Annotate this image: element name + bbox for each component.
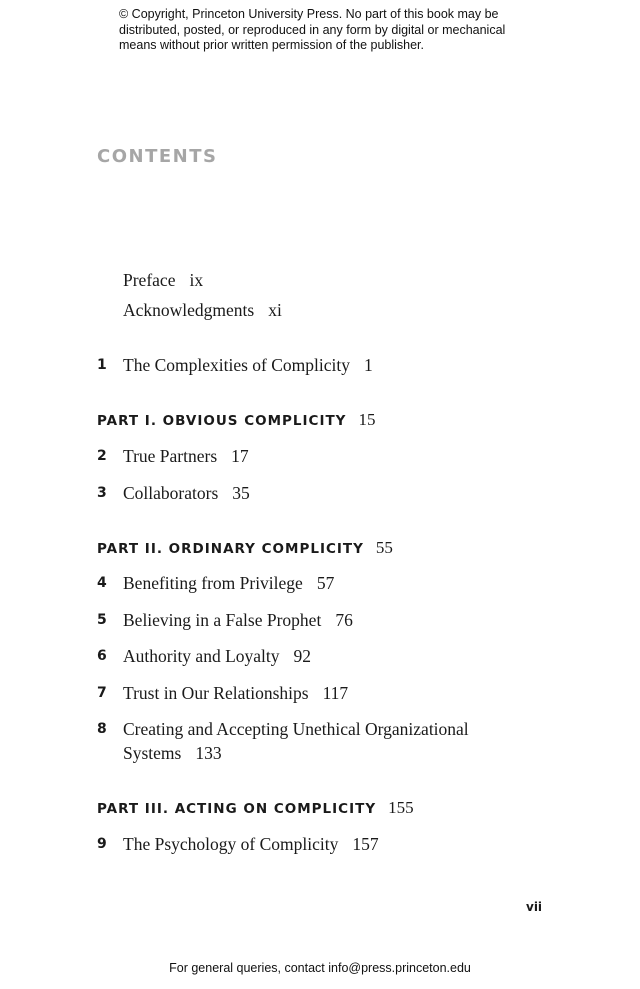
part-page: 15 — [358, 410, 376, 429]
part-title: PART III. ACTING ON COMPLICITY — [97, 801, 377, 817]
part-title: PART I. OBVIOUS COMPLICITY — [97, 413, 347, 429]
chapter-number: 1 — [97, 357, 107, 373]
page-number: vii — [526, 900, 543, 914]
chapter-number: 7 — [97, 685, 107, 701]
chapter-number: 5 — [97, 612, 107, 628]
toc-entry-page: ix — [189, 270, 204, 290]
toc-entry-page: 157 — [352, 834, 379, 854]
chapter-number: 8 — [97, 721, 107, 737]
copyright-notice: © Copyright, Princeton University Press. No part of this book may be distributed, posted, or reproduced in any form by digital or mechanical means without prior written permission of the publisher. — [119, 7, 506, 52]
toc-entry-page: 133 — [195, 743, 222, 763]
toc-entry-page: 76 — [335, 610, 353, 630]
chapter-number: 2 — [97, 448, 107, 464]
toc-entry-page: xi — [268, 300, 282, 320]
toc-entry-title-line-1: Creating and Accepting Unethical Organizational — [123, 719, 469, 739]
toc-entry-title: Collaborators — [123, 483, 219, 503]
part-title: PART II. ORDINARY COMPLICITY — [97, 541, 364, 557]
toc-entry-title: Authority and Loyalty — [123, 646, 280, 666]
toc-entry-page: 57 — [316, 573, 335, 593]
toc-entry-page: 117 — [322, 683, 349, 703]
toc-entry-title: The Complexities of Complicity — [123, 355, 350, 375]
footer-contact: For general queries, contact info@press.princeton.edu — [169, 961, 471, 975]
toc-entry-title: Acknowledgments — [123, 300, 255, 320]
chapter-number: 6 — [97, 648, 107, 664]
contents-heading: CONTENTS — [97, 146, 218, 167]
chapter-number: 9 — [97, 836, 107, 852]
chapter-number: 4 — [97, 575, 107, 591]
toc-entry-page: 35 — [232, 483, 250, 503]
toc-part-3[interactable] — [97, 796, 414, 821]
part-page: 155 — [388, 798, 414, 817]
toc-part-2[interactable] — [97, 536, 393, 561]
chapter-number: 3 — [97, 485, 107, 501]
toc-entry-page: 1 — [364, 355, 373, 375]
toc-part-1[interactable] — [97, 408, 375, 433]
toc-entry-title: Trust in Our Relationships — [123, 683, 309, 703]
toc-entry-title-line-2: Systems — [123, 743, 182, 763]
part-page: 55 — [375, 538, 393, 557]
toc-entry-page: 92 — [293, 646, 312, 666]
toc-entry-title: Believing in a False Prophet — [123, 610, 322, 630]
toc-entry-page: 17 — [231, 446, 249, 466]
toc-entry-title: True Partners — [123, 446, 218, 466]
toc-entry-title: The Psychology of Complicity — [123, 834, 339, 854]
toc-entry-title: Preface — [123, 270, 176, 290]
toc-entry-title: Benefiting from Privilege — [123, 573, 303, 593]
